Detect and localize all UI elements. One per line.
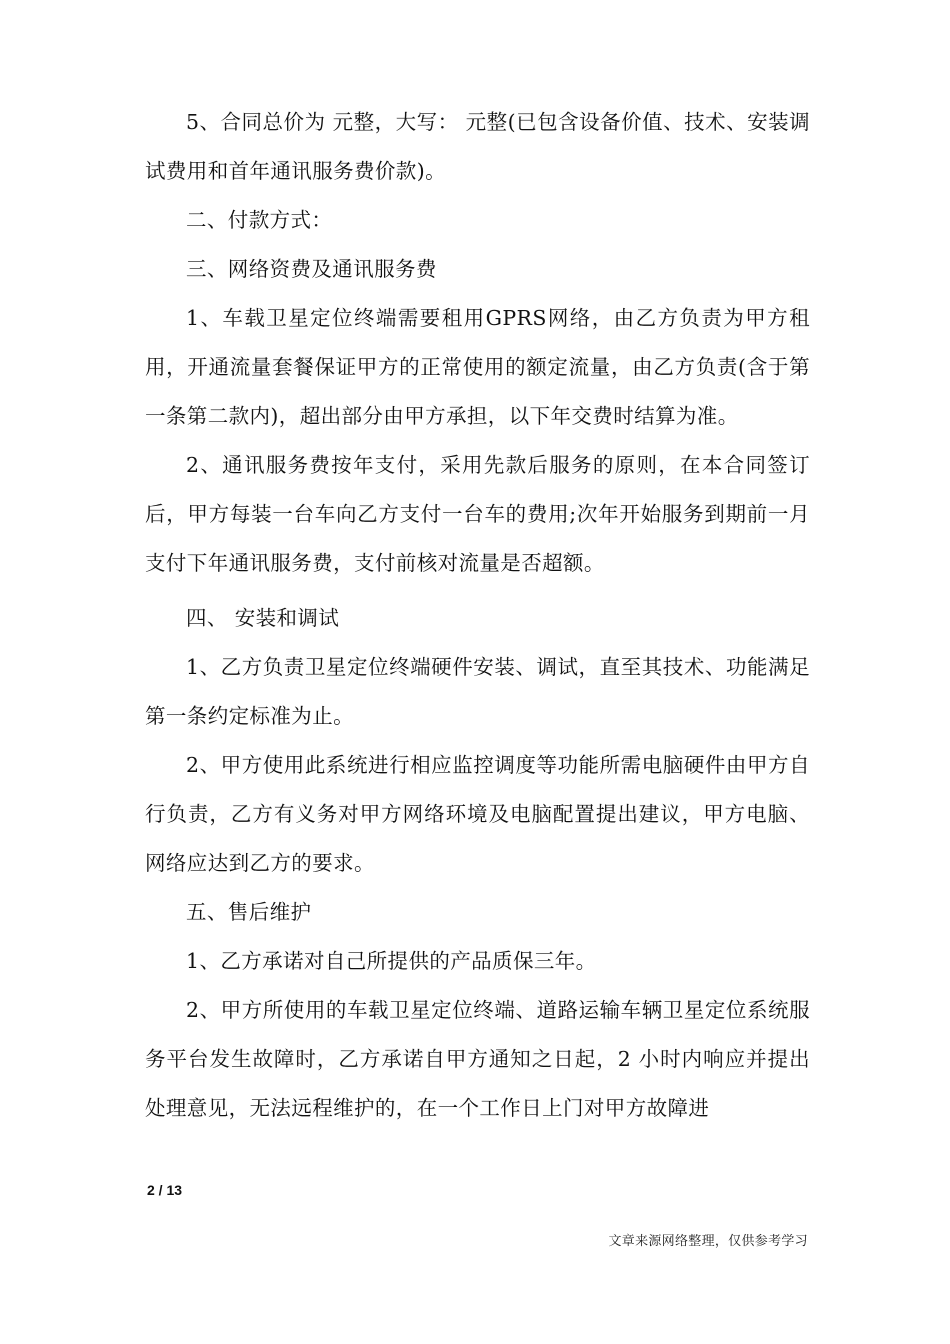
heading-network-fees: 三、网络资费及通讯服务费	[186, 257, 437, 281]
paragraph-hardware-install: 1、乙方负责卫星定位终端硬件安装、调试，直至其技术、功能满足第一条约定标准为止。	[145, 655, 810, 728]
paragraph-service-fee: 2、通讯服务费按年支付，采用先款后服务的原则，在本合同签订后，甲方每装一台车向乙方支付一台车的费用;次年开始服务到期前一月支付下年通讯服务费，支付前核对流量是否超额。	[145, 453, 810, 575]
heading-payment-method: 二、付款方式：	[186, 208, 333, 232]
paragraph-computer-hardware: 2、甲方使用此系统进行相应监控调度等功能所需电脑硬件由甲方自行负责，乙方有义务对甲方网络环境及电脑配置提出建议，甲方电脑、网络应达到乙方的要求。	[145, 753, 810, 875]
paragraph-gprs-network: 1、车载卫星定位终端需要租用GPRS网络，由乙方负责为甲方租用，开通流量套餐保证甲方的正常使用的额定流量，由乙方负责(含于第一条第二款内)，超出部分由甲方承担，以下年交费时结算为准。	[145, 306, 810, 428]
heading-installation: 四、 安装和调试	[186, 606, 340, 630]
page-number: 2 / 13	[147, 1182, 183, 1198]
footer-note: 文章来源网络整理，仅供参考学习	[608, 1234, 808, 1249]
heading-after-sales: 五、售后维护	[186, 900, 312, 924]
paragraph-fault-response: 2、甲方所使用的车载卫星定位终端、道路运输车辆卫星定位系统服务平台发生故障时，乙方承诺自甲方通知之日起，2 小时内响应并提出处理意见，无法远程维护的，在一个工作日上门对甲方故障进	[145, 998, 810, 1120]
paragraph-warranty: 1、乙方承诺对自己所提供的产品质保三年。	[186, 949, 597, 973]
paragraph-contract-price: 5、合同总价为 元整，大写： 元整(已包含设备价值、技术、安装调试费用和首年通讯服务费价款)。	[145, 110, 810, 183]
